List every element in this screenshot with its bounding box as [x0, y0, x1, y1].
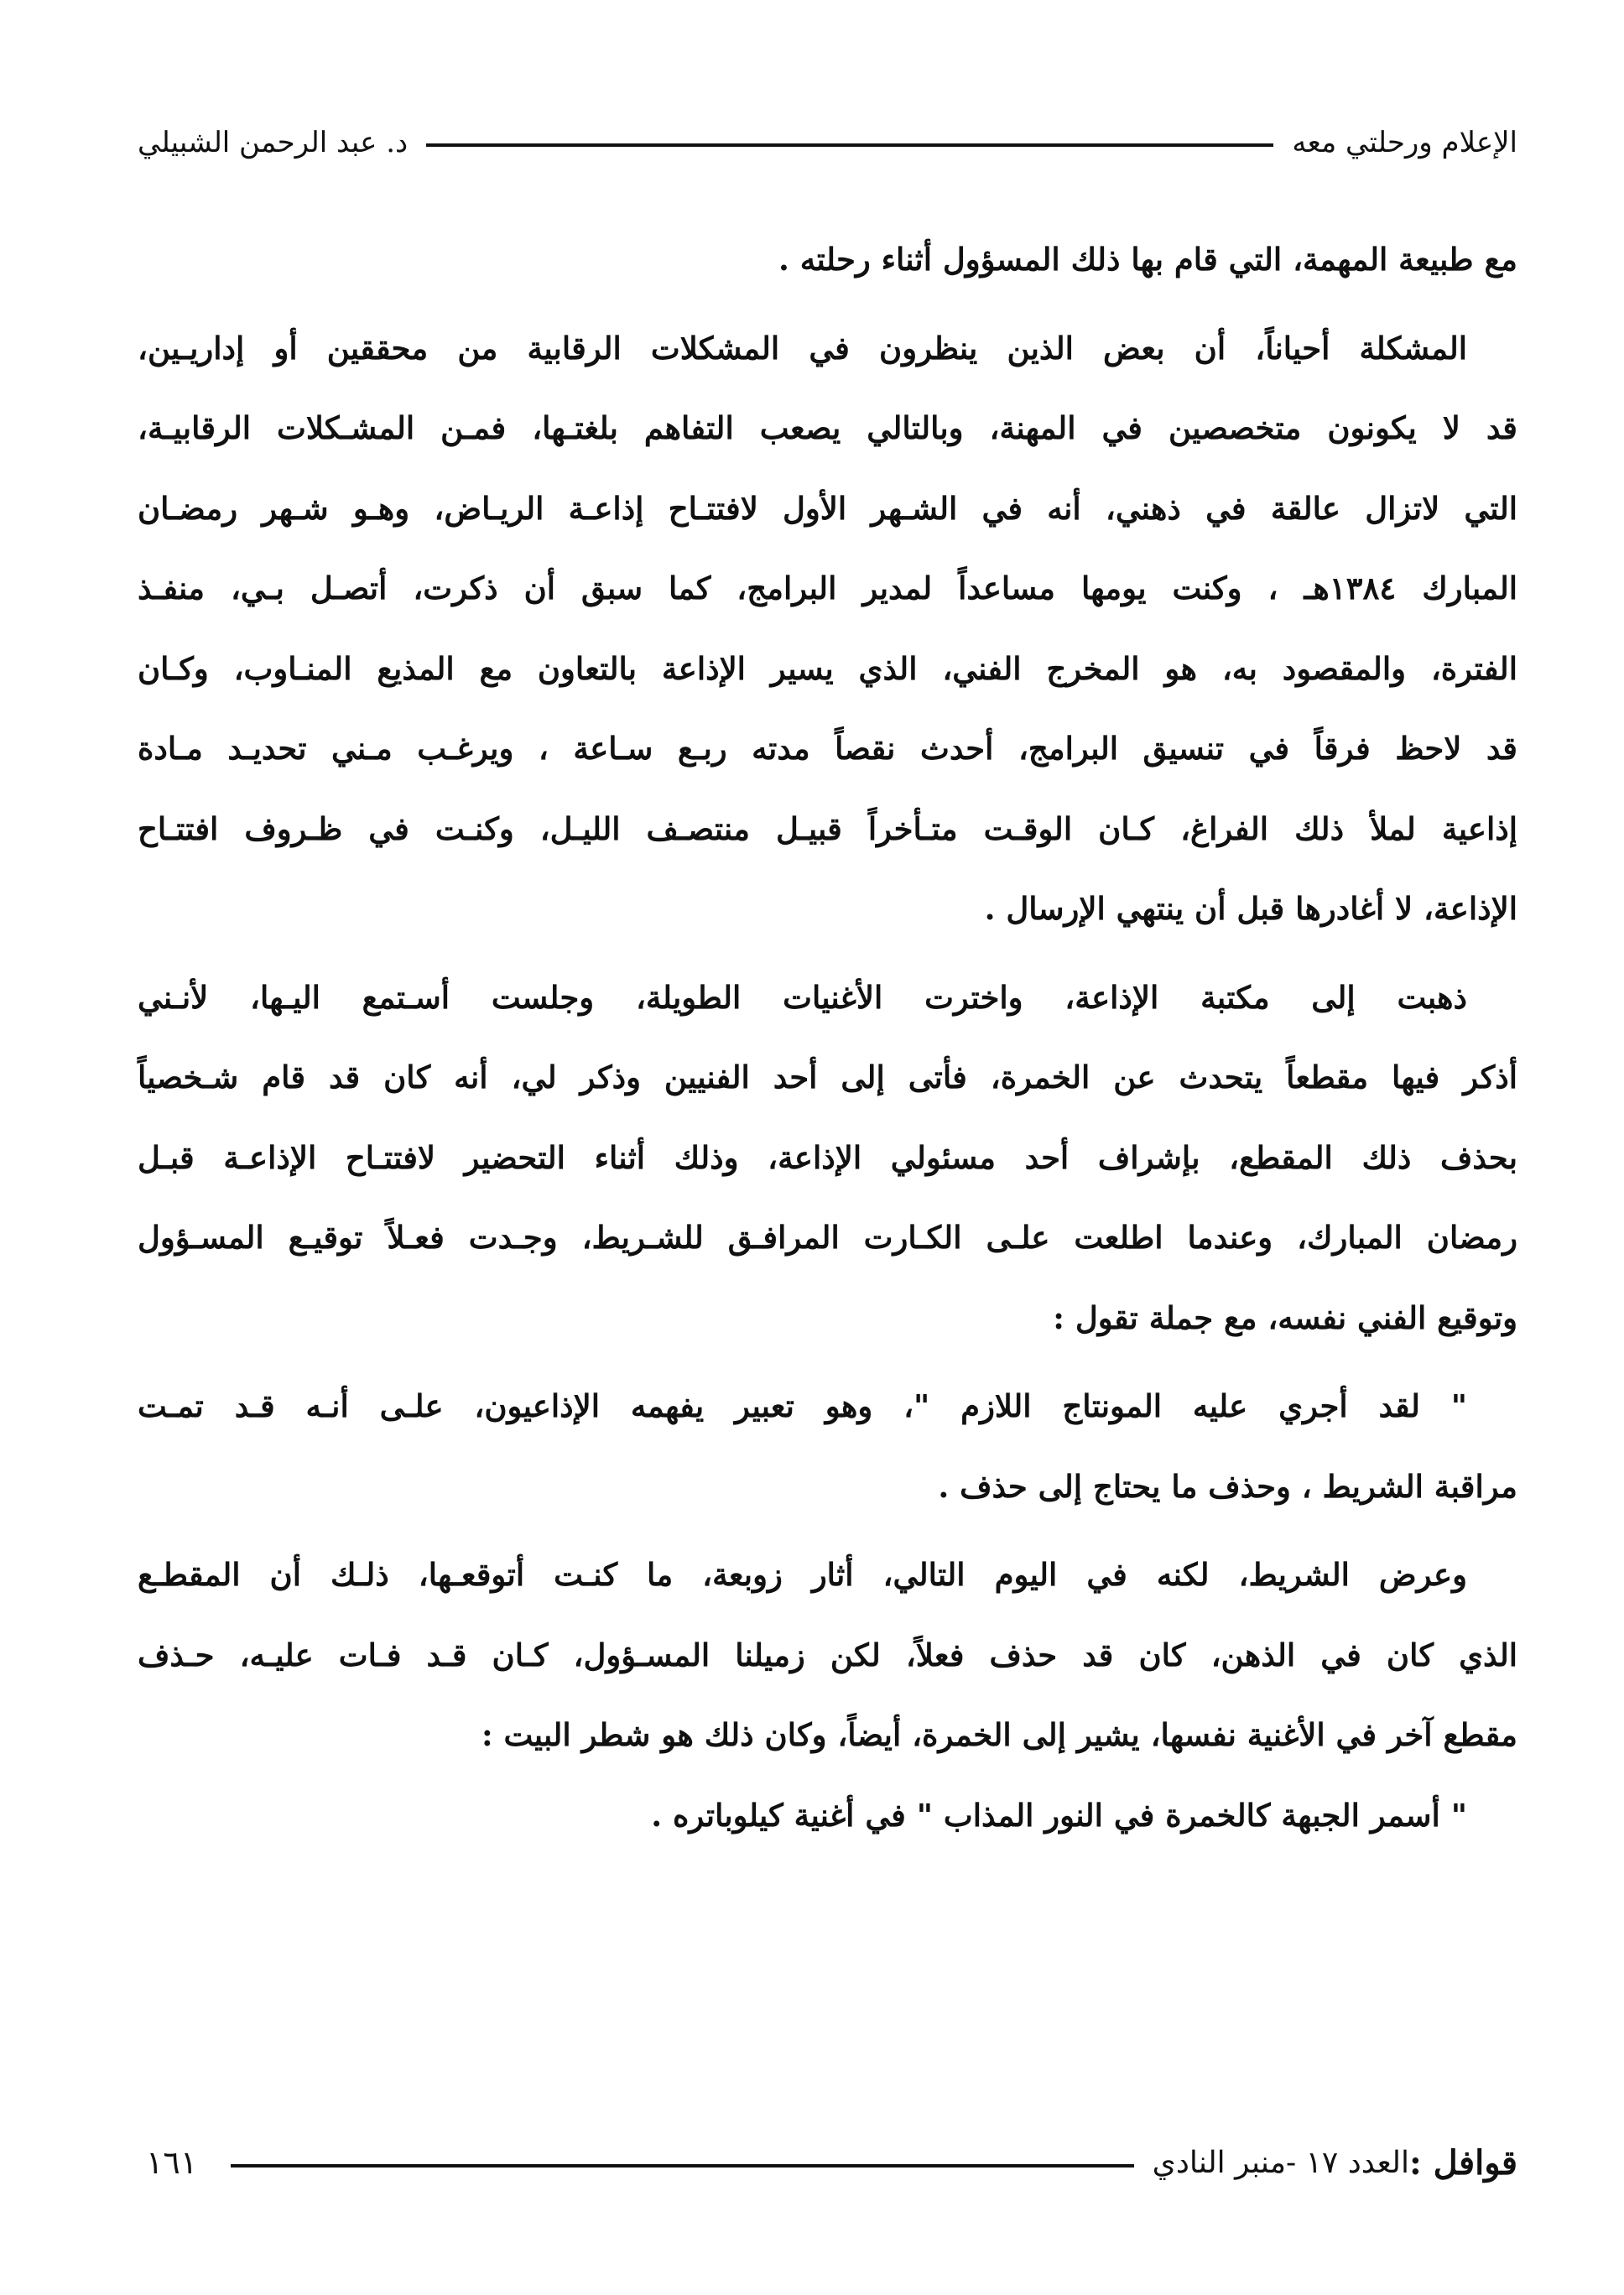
- text-line: قد لاحظ فرقاً في تنسيق البرامج، أحدث نقصاً مدته ربـع سـاعة ، ويرغـب مـني تحديـد مـادة: [138, 730, 1517, 767]
- author-name: د. عبد الرحمن الشبيلي: [138, 126, 409, 159]
- footer-rule: [231, 2164, 1133, 2168]
- page-footer: [138, 2137, 1517, 2188]
- text-line: المبارك ١٣٨٤هـ ، وكنت يومها مساعداً لمدير البرامج، كما سبق أن ذكرت، أتصـل بـي، منفـذ: [138, 570, 1517, 606]
- text-line: وعرض الشريط، لكنه في اليوم التالي، أثار زوبعة، ما كنـت أتوقعـها، ذلـك أن المقطـع: [138, 1556, 1467, 1593]
- text-line: " أسمر الجبهة كالخمرة في النور المذاب " في أغنية كيلوباتره .: [651, 1796, 1467, 1834]
- text-line: بحذف ذلك المقطع، بإشراف أحد مسئولي الإذاعة، وذلك أثناء التحضير لافتتـاح الإذاعـة قبـل: [138, 1138, 1517, 1176]
- text-line: قد لا يكونون متخصصين في المهنة، وبالتالي يصعب التفاهم بلغتـها، فمـن المشـكلات الرقابيـة،: [138, 409, 1517, 446]
- text-line: مع طبيعة المهمة، التي قام بها ذلك المسؤول أثناء رحلته .: [778, 241, 1517, 278]
- text-line: أذكر فيها مقطعاً يتحدث عن الخمرة، فأتى إلى أحد الفنيين وذكر لي، أنه كان قد قام شـخصياً: [138, 1059, 1517, 1095]
- text-line: " لقد أجري عليه المونتاج اللازم "، وهو تعبير يفهمه الإذاعيون، علـى أنـه قـد تمـت: [138, 1387, 1467, 1424]
- text-line: الفترة، والمقصود به، هو المخرج الفني، الذي يسير الإذاعة بالتعاون مع المذيع المنـاوب، وكـان: [138, 649, 1517, 687]
- text-line: رمضان المبارك، وعندما اطلعت علـى الكـارت المرافـق للشـريط، وجـدت فعـلاً توقيـع المسـؤول: [138, 1219, 1517, 1256]
- text-line: المشكلة أحياناً، أن بعض الذين ينظرون في المشكلات الرقابية من محققين أو إداريـين،: [138, 329, 1467, 367]
- text-line: الإذاعة، لا أغادرها قبل أن ينتهي الإرسال .: [984, 890, 1517, 927]
- text-line: الذي كان في الذهن، كان قد حذف فعلاً، لكن زميلنا المسـؤول، كـان قـد فـات عليـه، حـذف: [138, 1636, 1517, 1673]
- text-line: وتوقيع الفني نفسه، مع جملة تقول :: [1053, 1298, 1517, 1336]
- book-title: الإعلام ورحلتي معه: [1292, 126, 1517, 159]
- text-line: ذهبت إلى مكتبة الإذاعة، واخترت الأغنيات الطويلة، وجلست أسـتمع اليـها، لأنـني: [138, 978, 1467, 1016]
- text-line: مراقبة الشريط ، وحذف ما يحتاج إلى حذف .: [938, 1467, 1517, 1505]
- running-header: [138, 117, 1517, 168]
- text-line: التي لاتزال عالقة في ذهني، أنه في الشـهر الأول لافتتـاح إذاعـة الريـاض، وهـو شـهر رمضـان: [138, 489, 1517, 527]
- text-line: مقطع آخر في الأغنية نفسها، يشير إلى الخمرة، أيضاً، وكان ذلك هو شطر البيت :: [481, 1716, 1517, 1753]
- issue-label: العدد ١٧ -منبر النادي: [1152, 2145, 1409, 2180]
- text-line: إذاعية لملأ ذلك الفراغ، كـان الوقـت متـأخراً قبيـل منتصـف الليـل، وكنـت في ظـروف افتتـاح: [138, 809, 1517, 847]
- page-number: ١٦١: [146, 2144, 198, 2181]
- journal-name: قوافل :: [1408, 2142, 1517, 2183]
- body-text: [138, 220, 1517, 1855]
- header-rule: [426, 143, 1273, 147]
